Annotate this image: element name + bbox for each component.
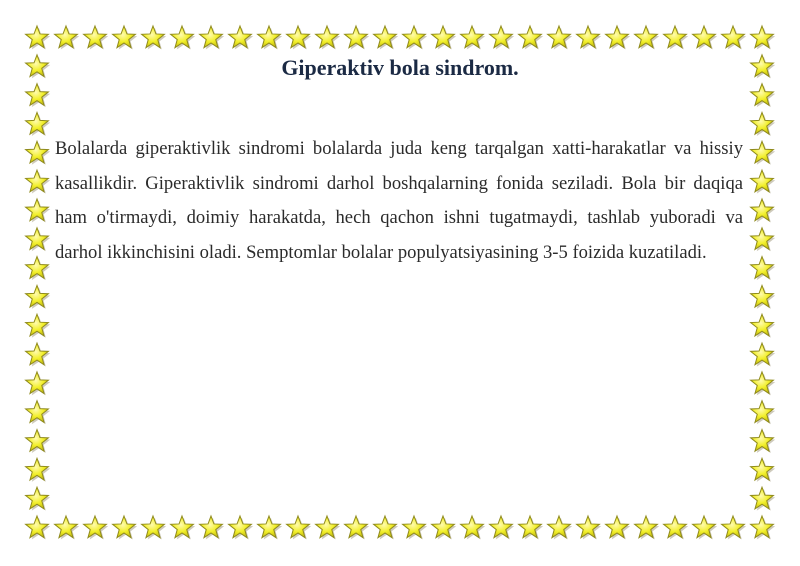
star-icon (142, 26, 167, 50)
document-paragraph: Bolalarda giperaktivlik sindromi bolalarda juda keng tarqalgan xatti-harakatlar va hissiy kasallikdir. Giperaktivlik sindromi darhol boshqalarning fonida seziladi. Bola bir daqiqa ham o'tirmaydi, doimiy harakatda, hech qachon ishni tugatmaydi, tashlab yuboradi va darhol ikkinchisini oladi. Semptomlar bolalar populyatsiyasining 3-5 foizida kuzatiladi. (55, 138, 743, 263)
star-icon (751, 285, 776, 309)
star-icon (26, 285, 51, 309)
document-title: Giperaktiv bola sindrom. (281, 55, 519, 80)
star-icon (403, 516, 428, 540)
star-icon (751, 430, 776, 454)
star-icon (606, 516, 631, 540)
star-icon (490, 516, 515, 540)
star-icon (432, 516, 457, 540)
star-icon (374, 26, 399, 50)
star-icon (55, 26, 80, 50)
star-icon (26, 343, 51, 367)
star-icon (84, 26, 109, 50)
star-icon (751, 401, 776, 425)
star-icon (548, 26, 573, 50)
star-icon (345, 516, 370, 540)
star-icon (751, 257, 776, 281)
star-icon (26, 257, 51, 281)
star-icon (461, 516, 486, 540)
star-icon (751, 458, 776, 482)
star-icon (722, 26, 747, 50)
star-icon (664, 516, 689, 540)
star-icon (548, 516, 573, 540)
star-icon (26, 458, 51, 482)
star-icon (113, 516, 138, 540)
star-icon (171, 26, 196, 50)
star-icon (374, 516, 399, 540)
star-icon (26, 430, 51, 454)
star-icon (287, 26, 312, 50)
star-icon (751, 343, 776, 367)
star-icon (432, 26, 457, 50)
star-icon (26, 26, 51, 50)
star-icon (258, 516, 283, 540)
star-icon (142, 516, 167, 540)
star-icon (200, 516, 225, 540)
star-icon (751, 487, 776, 511)
star-icon (316, 516, 341, 540)
star-icon (751, 141, 776, 165)
star-icon (26, 401, 51, 425)
star-icon (519, 26, 544, 50)
star-icon (751, 199, 776, 223)
star-icon (26, 228, 51, 252)
star-icon (606, 26, 631, 50)
star-icon (26, 487, 51, 511)
star-icon (26, 141, 51, 165)
star-icon (26, 314, 51, 338)
star-icon (55, 516, 80, 540)
star-icon (751, 314, 776, 338)
star-icon (229, 26, 254, 50)
star-icon (229, 516, 254, 540)
star-icon (664, 26, 689, 50)
star-icon (461, 26, 486, 50)
star-icon (200, 26, 225, 50)
star-icon (751, 372, 776, 396)
star-icon (287, 516, 312, 540)
star-icon (84, 516, 109, 540)
star-icon (113, 26, 138, 50)
star-icon (345, 26, 370, 50)
star-icon (258, 26, 283, 50)
star-icon (751, 228, 776, 252)
star-icon (26, 372, 51, 396)
star-icon (577, 516, 602, 540)
star-icon (693, 516, 718, 540)
star-icon (751, 112, 776, 136)
star-icon (693, 26, 718, 50)
star-icon (26, 112, 51, 136)
star-icon (403, 26, 428, 50)
star-icon (26, 170, 51, 194)
star-icon (635, 26, 660, 50)
star-icon (722, 516, 747, 540)
star-icon (490, 26, 515, 50)
star-icon (635, 516, 660, 540)
star-icon (751, 84, 776, 108)
star-icon (519, 516, 544, 540)
star-icon (751, 516, 776, 540)
star-icon (751, 26, 776, 50)
star-icon (26, 516, 51, 540)
star-icon (26, 199, 51, 223)
star-icon (171, 516, 196, 540)
star-icon (26, 84, 51, 108)
star-icon (316, 26, 341, 50)
star-icon (577, 26, 602, 50)
star-icon (751, 170, 776, 194)
